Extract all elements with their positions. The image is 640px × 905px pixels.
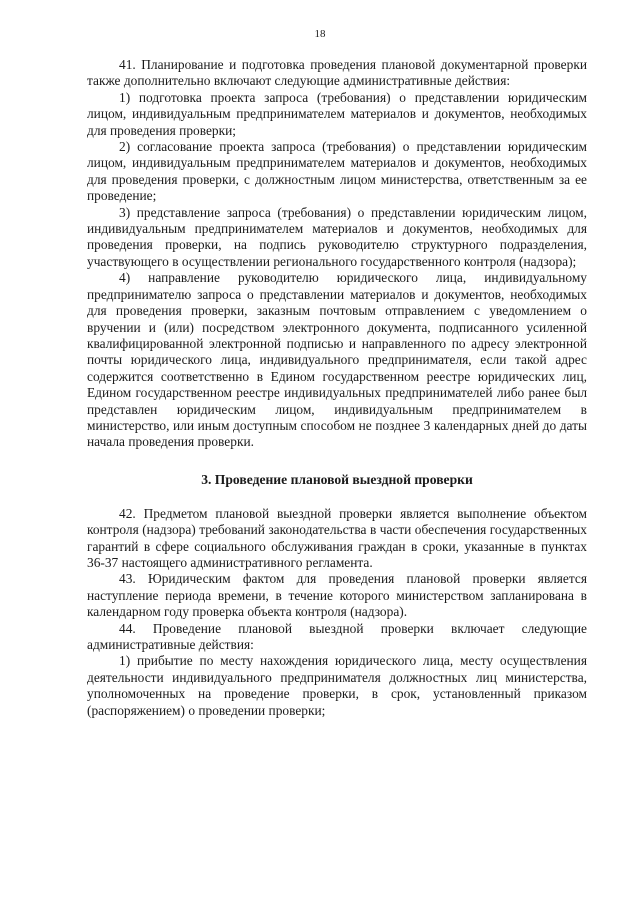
document-body [87, 57, 587, 719]
section-heading: 3. Проведение плановой выездной проверки [201, 471, 473, 487]
paragraph-43: 43. Юридическим фактом для проведения плановой проверки является наступление периода времени, в течение которого министерством запланирована в календарном году проверка объекта контроля (надзора). [87, 571, 587, 620]
paragraph-41-item-1: 1) подготовка проекта запроса (требования) о представлении юридическим лицом, индивидуальным предпринимателем материалов и документов, необходимых для проведения проверки; [87, 89, 587, 138]
paragraph-41-intro: 41. Планирование и подготовка проведения плановой документарной проверки также дополнительно включают следующие административные действия: [87, 57, 587, 89]
paragraph-44-intro: 44. Проведение плановой выездной проверки включает следующие административные действия: [87, 620, 587, 652]
paragraph-41-item-3: 3) представление запроса (требования) о представлении юридическим лицом, индивидуальным предпринимателем материалов и документов, необходимых для проведения проверки, на подпись руководителю структурного подразделения, участвующего в осуществлении регионального государственного контроля (надзора); [87, 204, 587, 269]
paragraph-42: 42. Предметом плановой выездной проверки является выполнение объектом контроля (надзора) требований законодательства в части обеспечения государственных гарантий в сфере социального обслуживания граждан в сроки, указанные в пунктах 36-37 настоящего административного регламента. [87, 505, 587, 570]
paragraph-41-item-2: 2) согласование проекта запроса (требования) о представлении юридическим лицом, индивидуальным предпринимателем материалов и документов, необходимых для проведения проверки, с должностным лицом министерства, ответственным за ее проведение; [87, 139, 587, 204]
page-number: 18 [314, 28, 326, 40]
paragraph-41-item-4: 4) направление руководителю юридического лица, индивидуальному предпринимателю запроса о представлении материалов и документов, необходимых для проведения проверки, заказным почтовым отправлением с уведомлением о вручении и (или) посредством электронного документа, подписанного усиленной квалифицированной электронной подписью и направленного по адресу электронной почты юридического лица, индивидуального предпринимателя, если такой адрес содержится соответственно в Едином государственном реестре юридических лиц, Едином государственном реестре индивидуальных предпринимателей либо ранее был представлен юридическим лицом, индивидуальным предпринимателем в министерство, или иным доступным способом не позднее 3 календарных дней до даты начала проведения проверки. [87, 270, 587, 450]
paragraph-44-item-1: 1) прибытие по месту нахождения юридического лица, месту осуществления деятельности индивидуального предпринимателя должностных лиц министерства, уполномоченных на проведение проверки, в срок, установленный приказом (распоряжением) о проведении проверки; [87, 653, 587, 718]
